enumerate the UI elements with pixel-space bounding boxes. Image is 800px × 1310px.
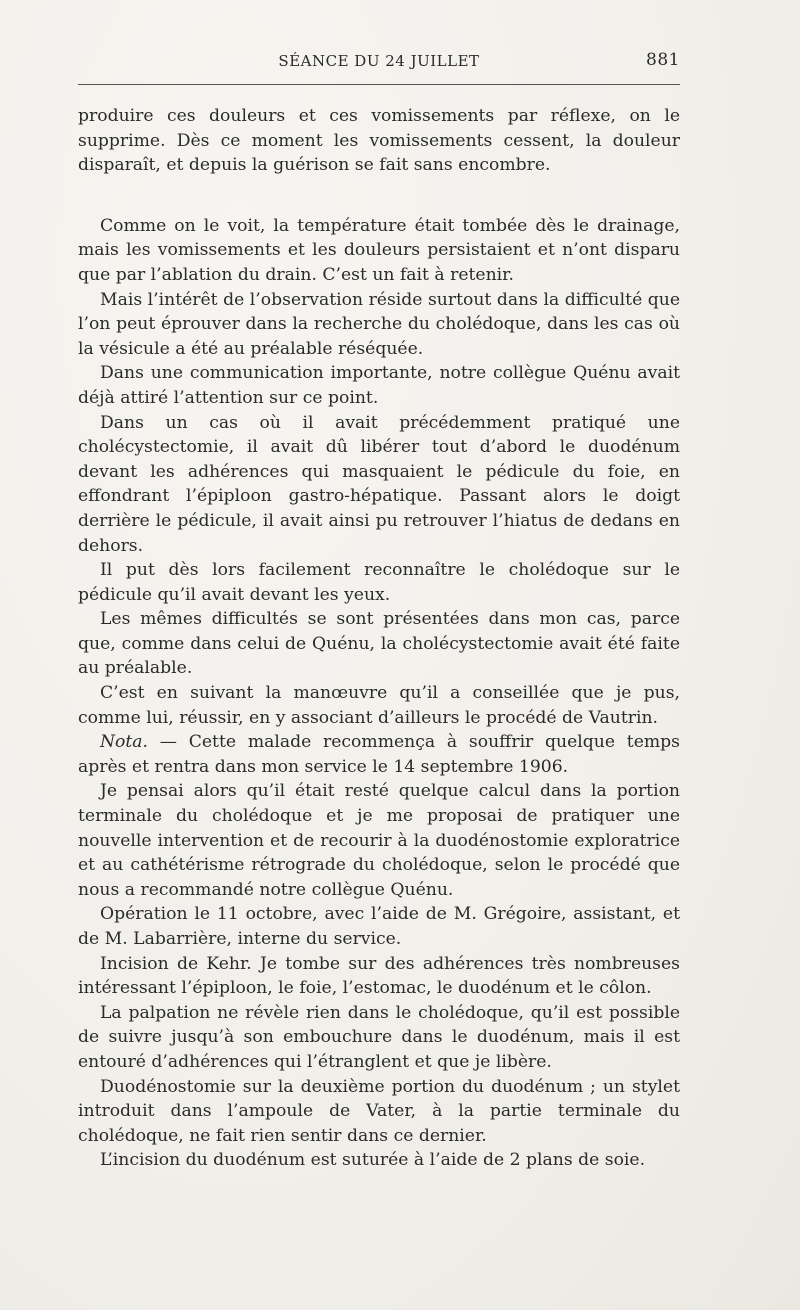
paragraph: Mais l’intérêt de l’observation réside surtout dans la difficulté que l’on peut éprouver dans la recherche du cholédoque, dans les cas où la vésicule a été au préalable réséquée. — [78, 289, 680, 359]
paragraph: Je pensai alors qu’il était resté quelque calcul dans la portion terminale du cholédoque et je me proposai de pratiquer une nouvelle intervention et de recourir à la duodénostomie exploratrice et au cathétérisme rétrograde du cholédoque, selon le procédé que nous a recommandé notre collègue Quénu. — [78, 781, 680, 900]
body-text — [78, 104, 680, 1173]
nota-label: Nota. — [100, 732, 149, 753]
nota-paragraph — [78, 730, 680, 779]
paragraph: C’est en suivant la manœuvre qu’il a conseillée que je pus, comme lui, réussir, en y associant d’ailleurs le procédé de Vautrin. — [78, 683, 680, 728]
nota-text: — Cette malade recommença à souffrir quelque temps après et rentra dans mon service le 14 septembre 1906. — [78, 732, 680, 777]
paragraph: Il put dès lors facilement reconnaître le cholédoque sur le pédicule qu’il avait devant les yeux. — [78, 560, 680, 605]
paragraph: Duodénostomie sur la deuxième portion du duodénum ; un stylet introduit dans l’ampoule de Vater, à la partie terminale du cholédoque, ne fait rien sentir dans ce dernier. — [78, 1076, 680, 1146]
paragraph: La palpation ne révèle rien dans le cholédoque, qu’il est possible de suivre jusqu’à son embouchure dans le duodénum, mais il est entouré d’adhérences qui l’étranglent et que je libère. — [78, 1002, 680, 1072]
paragraph: Opération le 11 octobre, avec l’aide de M. Grégoire, assistant, et de M. Labarrière, interne du service. — [78, 904, 680, 949]
paragraph: Dans une communication importante, notre collègue Quénu avait déjà attiré l’attention sur ce point. — [78, 363, 680, 408]
running-head — [78, 50, 680, 74]
paragraph: L’incision du duodénum est suturée à l’aide de 2 plans de soie. — [100, 1150, 646, 1171]
paragraph: Comme on le voit, la température était tombée dès le drainage, mais les vomissements et les douleurs persistaient et n’ont disparu que par l’ablation du drain. C’est un fait à retenir. — [78, 215, 680, 285]
header-rule — [78, 84, 680, 85]
paragraph-continuation: produire ces douleurs et ces vomissements par réflexe, on le supprime. Dès ce moment les vomissements cessent, la douleur disparaît, et depuis la guérison se fait sans encombre. — [78, 106, 680, 176]
running-title: SÉANCE DU 24 JUILLET — [278, 52, 480, 70]
paragraph: Dans un cas où il avait précédemment pratiqué une cholécystectomie, il avait dû libérer tout d’abord le duodénum devant les adhérences qui masquaient le pédicule du foie, en effondrant l’épiploon gastro-hépatique. Passant alors le doigt derrière le pédicule, il avait ainsi pu retrouver l’hiatus de dedans en dehors. — [78, 412, 680, 556]
paragraph: Les mêmes difficultés se sont présentées dans mon cas, parce que, comme dans celui de Quénu, la cholécystectomie avait été faite au préalable. — [78, 609, 680, 679]
paragraph: Incision de Kehr. Je tombe sur des adhérences très nombreuses intéressant l’épiploon, le foie, l’estomac, le duodénum et le côlon. — [78, 953, 680, 999]
page-number: 881 — [646, 50, 680, 70]
